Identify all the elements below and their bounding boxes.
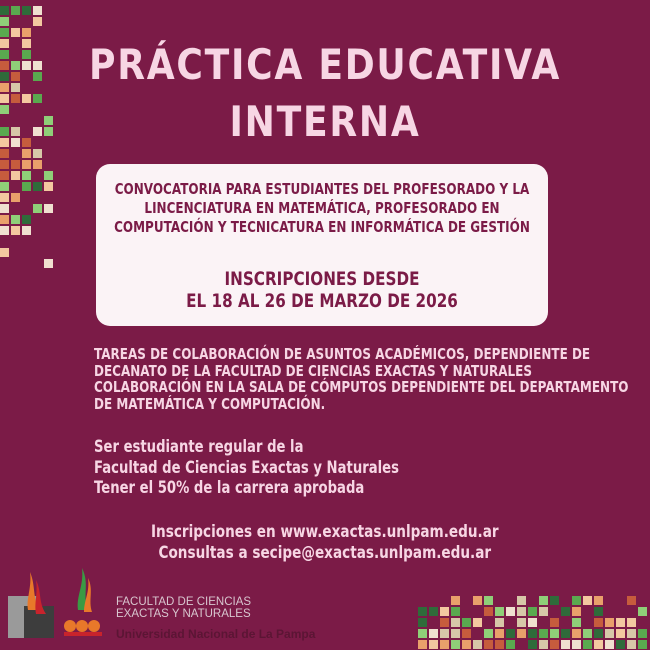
- mosaic-pixel: [0, 138, 9, 147]
- mosaic-pixel: [451, 596, 460, 605]
- mosaic-pixel: [583, 629, 592, 638]
- mosaic-pixel: [11, 61, 20, 70]
- mosaic-pixel: [517, 629, 526, 638]
- mosaic-pixel: [572, 618, 581, 627]
- mosaic-pixel: [605, 629, 614, 638]
- mosaic-pixel: [0, 248, 9, 257]
- mosaic-pixel: [473, 618, 482, 627]
- mosaic-pixel: [484, 607, 493, 616]
- mosaic-pixel: [11, 160, 20, 169]
- mosaic-pixel: [0, 160, 9, 169]
- mosaic-pixel: [33, 160, 42, 169]
- mosaic-pixel: [44, 171, 53, 180]
- mosaic-pixel: [451, 618, 460, 627]
- contact-text: [0, 522, 650, 564]
- mosaic-pixel: [550, 596, 559, 605]
- mosaic-pixel: [462, 618, 471, 627]
- mosaic-pixel: [638, 607, 647, 616]
- mosaic-pixel: [539, 596, 548, 605]
- mosaic-pixel: [0, 105, 9, 114]
- mosaic-pixel: [33, 6, 42, 15]
- mosaic-pixel: [0, 204, 9, 213]
- tasks-line: TAREAS DE COLABORACIÓN DE ASUNTOS ACADÉMICOS, DEPENDIENTE DE: [94, 345, 591, 363]
- mosaic-pixel: [462, 629, 471, 638]
- mosaic-pixel: [33, 149, 42, 158]
- mosaic-pixel: [627, 596, 636, 605]
- mosaic-pixel: [539, 629, 548, 638]
- mosaic-pixel: [528, 607, 537, 616]
- info-card: [96, 164, 548, 326]
- mosaic-pixel: [429, 607, 438, 616]
- requirements-text: [94, 437, 399, 499]
- call-line: COMPUTACIÓN Y TECNICATURA EN INFORMÁTICA DE GESTIÓN: [114, 218, 530, 236]
- mosaic-pixel: [440, 629, 449, 638]
- tasks-text: [94, 346, 628, 412]
- mosaic-pixel: [572, 596, 581, 605]
- mosaic-pixel: [22, 226, 31, 235]
- mosaic-pixel: [495, 629, 504, 638]
- mosaic-pixel: [517, 607, 526, 616]
- mosaic-pixel: [33, 72, 42, 81]
- mosaic-pixel: [561, 640, 570, 649]
- mosaic-pixel: [0, 39, 9, 48]
- mosaic-pixel: [0, 61, 9, 70]
- mosaic-pixel: [33, 127, 42, 136]
- mosaic-pixel: [451, 607, 460, 616]
- mosaic-pixel: [418, 629, 427, 638]
- dates-line: INSCRIPCIONES DESDE: [224, 268, 420, 290]
- mosaic-pixel: [11, 138, 20, 147]
- mosaic-pixel: [627, 618, 636, 627]
- mosaic-pixel: [528, 640, 537, 649]
- requirement-line: Ser estudiante regular de la: [94, 437, 304, 456]
- mosaic-pixel: [22, 215, 31, 224]
- requirement-line: Tener el 50% de la carrera aprobada: [94, 478, 365, 497]
- mosaic-pixel: [44, 259, 53, 268]
- mosaic-pixel: [451, 629, 460, 638]
- mosaic-pixel: [550, 629, 559, 638]
- university-name: Universidad Nacional de La Pampa: [116, 627, 316, 641]
- mosaic-pixel: [0, 17, 9, 26]
- mosaic-pixel: [22, 182, 31, 191]
- mosaic-pixel: [638, 640, 647, 649]
- mosaic-pixel: [33, 94, 42, 103]
- mosaic-pixel: [44, 182, 53, 191]
- faculty-logo-icon: [60, 566, 108, 640]
- mosaic-pixel: [11, 193, 20, 202]
- mosaic-pixel: [528, 629, 537, 638]
- tasks-line: DE MATEMÁTICA Y COMPUTACIÓN.: [94, 394, 326, 413]
- mosaic-pixel: [517, 596, 526, 605]
- mosaic-pixel: [11, 83, 20, 92]
- mosaic-pixel: [440, 640, 449, 649]
- mosaic-pixel: [506, 629, 515, 638]
- mosaic-pixel: [22, 39, 31, 48]
- mosaic-pixel: [594, 640, 603, 649]
- mosaic-pixel: [572, 629, 581, 638]
- mosaic-pixel: [22, 61, 31, 70]
- mosaic-pixel: [506, 607, 515, 616]
- mosaic-pixel: [44, 204, 53, 213]
- requirement-line: Facultad de Ciencias Exactas y Naturales: [94, 457, 399, 477]
- mosaic-pixel: [539, 607, 548, 616]
- mosaic-pixel: [572, 640, 581, 649]
- mosaic-pixel: [0, 226, 9, 235]
- mosaic-pixel: [517, 618, 526, 627]
- mosaic-pixel: [550, 640, 559, 649]
- mosaic-pixel: [0, 72, 9, 81]
- mosaic-pixel: [462, 640, 471, 649]
- mosaic-pixel: [22, 94, 31, 103]
- mosaic-pixel: [605, 618, 614, 627]
- mosaic-pixel: [0, 127, 9, 136]
- mosaic-pixel: [0, 215, 9, 224]
- mosaic-pixel: [484, 629, 493, 638]
- call-text: [98, 180, 546, 237]
- faculty-name-line1: FACULTAD DE CIENCIAS: [116, 596, 252, 608]
- mosaic-pixel: [495, 618, 504, 627]
- mosaic-pixel: [561, 629, 570, 638]
- mosaic-pixel: [594, 596, 603, 605]
- mosaic-pixel: [440, 607, 449, 616]
- contact-line: Consultas a secipe@exactas.unlpam.edu.ar: [158, 543, 492, 563]
- mosaic-pixel: [583, 640, 592, 649]
- faculty-name-line2: EXACTAS Y NATURALES: [116, 608, 251, 620]
- mosaic-pixel: [473, 640, 482, 649]
- mosaic-pixel: [22, 171, 31, 180]
- mosaic-pixel: [11, 171, 20, 180]
- mosaic-pixel: [0, 28, 9, 37]
- mosaic-pixel: [550, 618, 559, 627]
- mosaic-pixel: [0, 94, 9, 103]
- mosaic-pixel: [594, 607, 603, 616]
- mosaic-pixel: [616, 629, 625, 638]
- mosaic-pixel: [22, 28, 31, 37]
- tasks-line: DECANATO DE LA FACULTAD DE CIENCIAS EXACTAS Y NATURALES: [94, 361, 532, 380]
- poster-title-line2: INTERNA: [229, 97, 421, 146]
- mosaic-pixel: [473, 596, 482, 605]
- mosaic-pixel: [0, 83, 9, 92]
- registration-dates: [98, 268, 546, 312]
- mosaic-pixel: [616, 640, 625, 649]
- mosaic-pixel: [495, 607, 504, 616]
- mosaic-pixel: [418, 618, 427, 627]
- mosaic-pixel: [11, 127, 20, 136]
- mosaic-pixel: [638, 629, 647, 638]
- mosaic-pixel: [572, 607, 581, 616]
- mosaic-pixel: [0, 6, 9, 15]
- mosaic-pixel: [429, 640, 438, 649]
- mosaic-pixel: [583, 596, 592, 605]
- mosaic-pixel: [594, 618, 603, 627]
- mosaic-pixel: [0, 182, 9, 191]
- mosaic-pixel: [440, 618, 449, 627]
- mosaic-pixel: [0, 171, 9, 180]
- mosaic-pixel: [561, 607, 570, 616]
- call-line: CONVOCATORIA PARA ESTUDIANTES DEL PROFESORADO Y LA: [114, 180, 530, 198]
- mosaic-pixel: [22, 50, 31, 59]
- mosaic-pixel: [22, 160, 31, 169]
- mosaic-pixel: [11, 226, 20, 235]
- mosaic-pixel: [11, 28, 20, 37]
- mosaic-pixel: [22, 149, 31, 158]
- mosaic-pixel: [418, 640, 427, 649]
- mosaic-pixel: [484, 640, 493, 649]
- mosaic-pixel: [627, 629, 636, 638]
- mosaic-pixel: [11, 72, 20, 81]
- mosaic-pixel: [627, 640, 636, 649]
- mosaic-pixel: [495, 640, 504, 649]
- contact-line: Inscripciones en www.exactas.unlpam.edu.ar: [151, 522, 499, 542]
- mosaic-pixel: [11, 215, 20, 224]
- mosaic-pixel: [605, 640, 614, 649]
- mosaic-pixel: [539, 640, 548, 649]
- mosaic-pixel: [484, 596, 493, 605]
- mosaic-pixel: [451, 640, 460, 649]
- mosaic-pixel: [22, 138, 31, 147]
- mosaic-pixel: [506, 640, 515, 649]
- dates-line: EL 18 AL 26 DE MARZO DE 2026: [186, 290, 458, 312]
- mosaic-pixel: [418, 607, 427, 616]
- mosaic-pixel: [33, 17, 42, 26]
- mosaic-pixel: [33, 61, 42, 70]
- mosaic-pixel: [528, 618, 537, 627]
- mosaic-pixel: [594, 629, 603, 638]
- mosaic-pixel: [429, 629, 438, 638]
- mosaic-pixel: [33, 204, 42, 213]
- mosaic-pixel: [33, 182, 42, 191]
- mosaic-pixel: [22, 6, 31, 15]
- mosaic-pixel: [0, 50, 9, 59]
- mosaic-pixel: [0, 193, 9, 202]
- mosaic-pixel: [0, 149, 9, 158]
- mosaic-pixel: [11, 94, 20, 103]
- mosaic-pixel: [11, 6, 20, 15]
- call-line: LINCENCIATURA EN MATEMÁTICA, PROFESORADO EN: [144, 199, 500, 217]
- tasks-line: COLABORACIÓN EN LA SALA DE CÓMPUTOS DEPENDIENTE DEL DEPARTAMENTO: [94, 378, 629, 396]
- mosaic-pixel: [616, 618, 625, 627]
- poster-title-line1: PRÁCTICA EDUCATIVA: [88, 40, 562, 89]
- university-logo-icon: [6, 566, 58, 644]
